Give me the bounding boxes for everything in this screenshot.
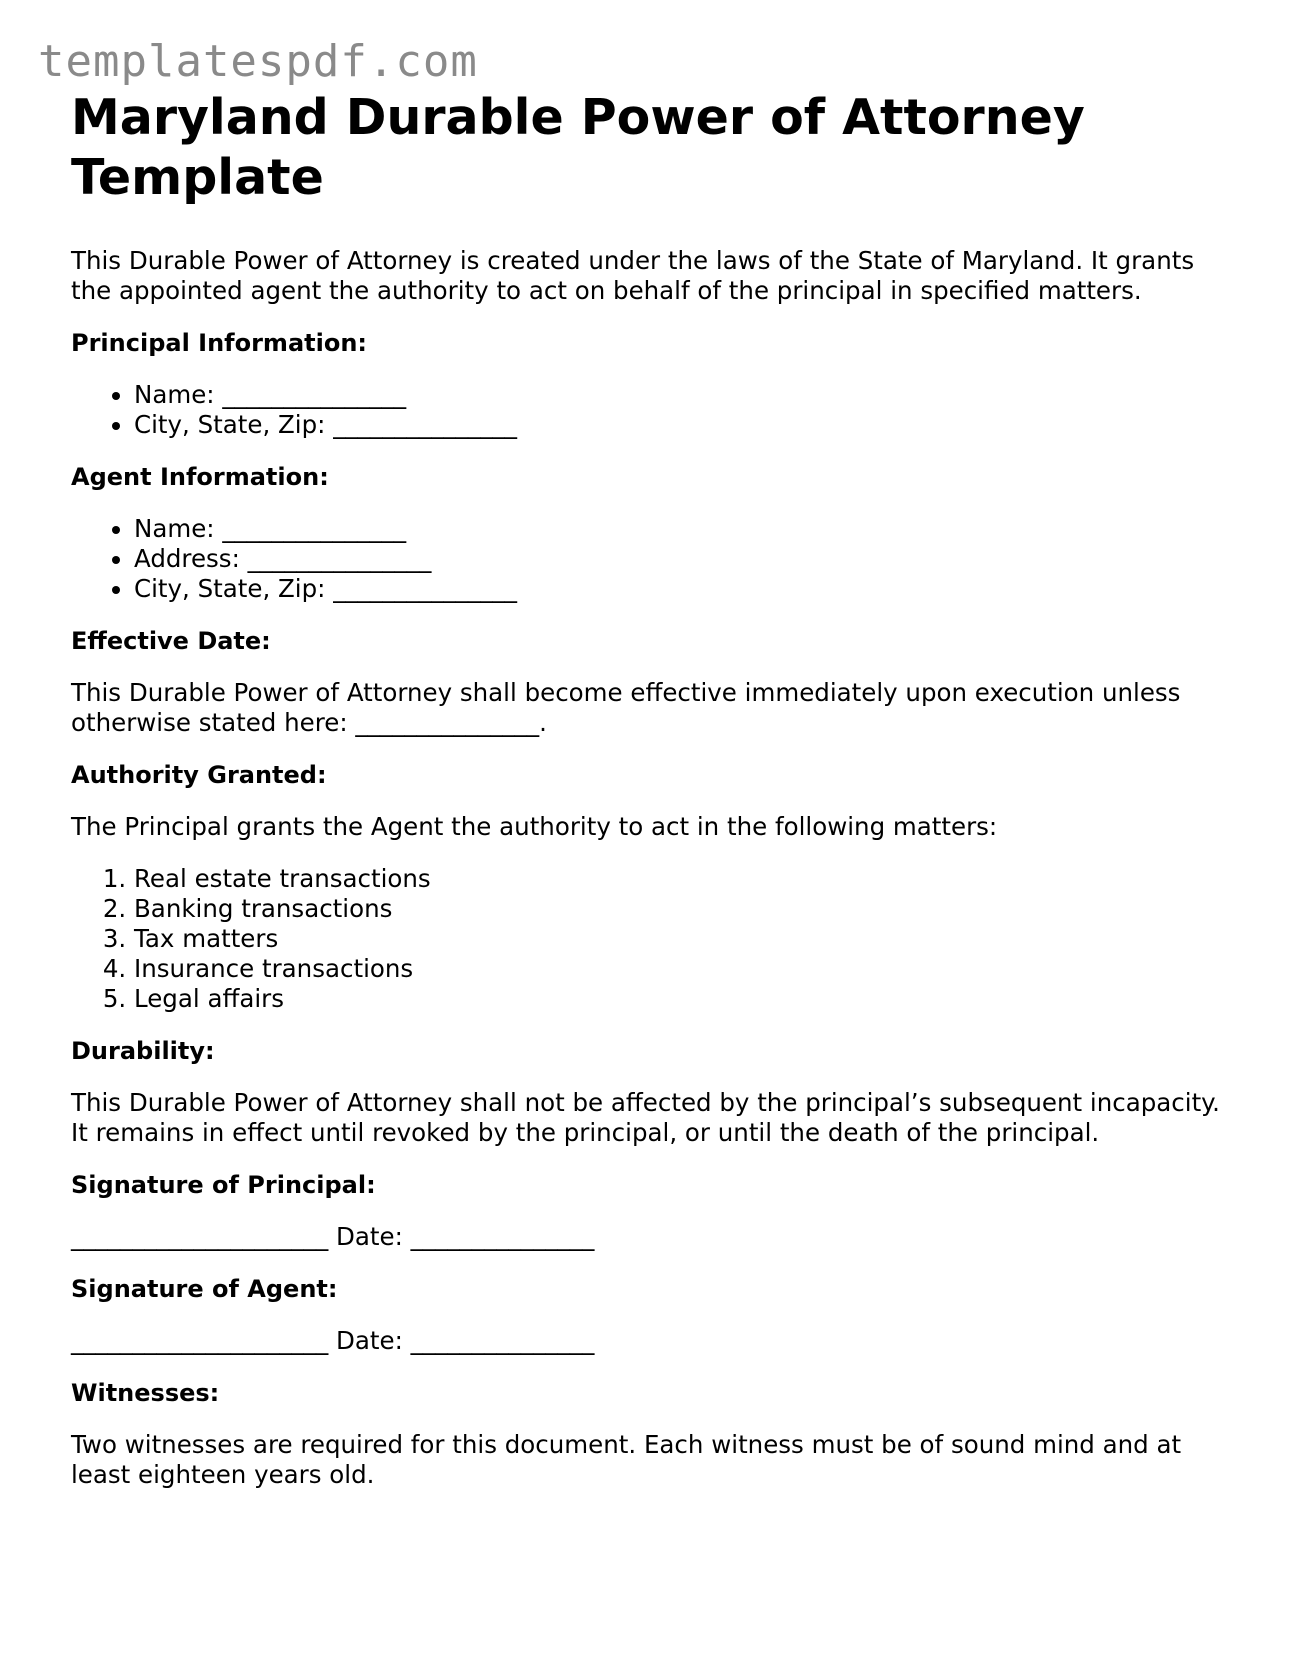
authority-list <box>71 864 1221 1014</box>
principal-signature-heading: Signature of Principal: <box>71 1171 376 1199</box>
agent-name-item: • Name: _______________ <box>134 514 1221 544</box>
watermark: templatespdf.com <box>38 36 478 87</box>
principal-signature-line: _____________________ Date: _______________ <box>71 1222 595 1251</box>
page-title: Maryland Durable Power of Attorney Template <box>71 89 1085 206</box>
principal-list <box>71 380 1221 440</box>
document-page <box>71 88 1221 1512</box>
agent-signature-line: _____________________ Date: _______________ <box>71 1326 595 1355</box>
intro-paragraph: This Durable Power of Attorney is created under the laws of the State of Maryland. It grants the appointed agent the authority to act on behalf of the principal in specified matters. <box>71 246 1195 305</box>
durability-heading: Durability: <box>71 1037 215 1065</box>
principal-name-item: • Name: _______________ <box>134 380 1221 410</box>
effective-date-paragraph: This Durable Power of Attorney shall become effective immediately upon execution unless otherwise stated here: _______________. <box>71 678 1181 737</box>
agent-list <box>71 514 1221 604</box>
authority-paragraph: The Principal grants the Agent the authority to act in the following matters: <box>71 812 998 841</box>
principal-heading: Principal Information: <box>71 329 368 357</box>
effective-date-heading: Effective Date: <box>71 627 271 655</box>
agent-heading: Agent Information: <box>71 463 329 491</box>
authority-item: 2. Banking transactions <box>134 894 1221 924</box>
authority-item: 1. Real estate transactions <box>134 864 1221 894</box>
agent-address-item: • Address: _______________ <box>134 544 1221 574</box>
durability-paragraph: This Durable Power of Attorney shall not be affected by the principal’s subsequent incapacity. It remains in effect until revoked by the principal, or until the death of the principal. <box>71 1088 1220 1147</box>
principal-city-item: • City, State, Zip: _______________ <box>134 410 1221 440</box>
authority-heading: Authority Granted: <box>71 761 327 789</box>
agent-signature-heading: Signature of Agent: <box>71 1275 338 1303</box>
agent-city-item: • City, State, Zip: _______________ <box>134 574 1221 604</box>
authority-item: 3. Tax matters <box>134 924 1221 954</box>
authority-item: 5. Legal affairs <box>134 984 1221 1014</box>
witnesses-paragraph: Two witnesses are required for this document. Each witness must be of sound mind and at least eighteen years old. <box>71 1430 1182 1489</box>
witnesses-heading: Witnesses: <box>71 1379 220 1407</box>
authority-item: 4. Insurance transactions <box>134 954 1221 984</box>
